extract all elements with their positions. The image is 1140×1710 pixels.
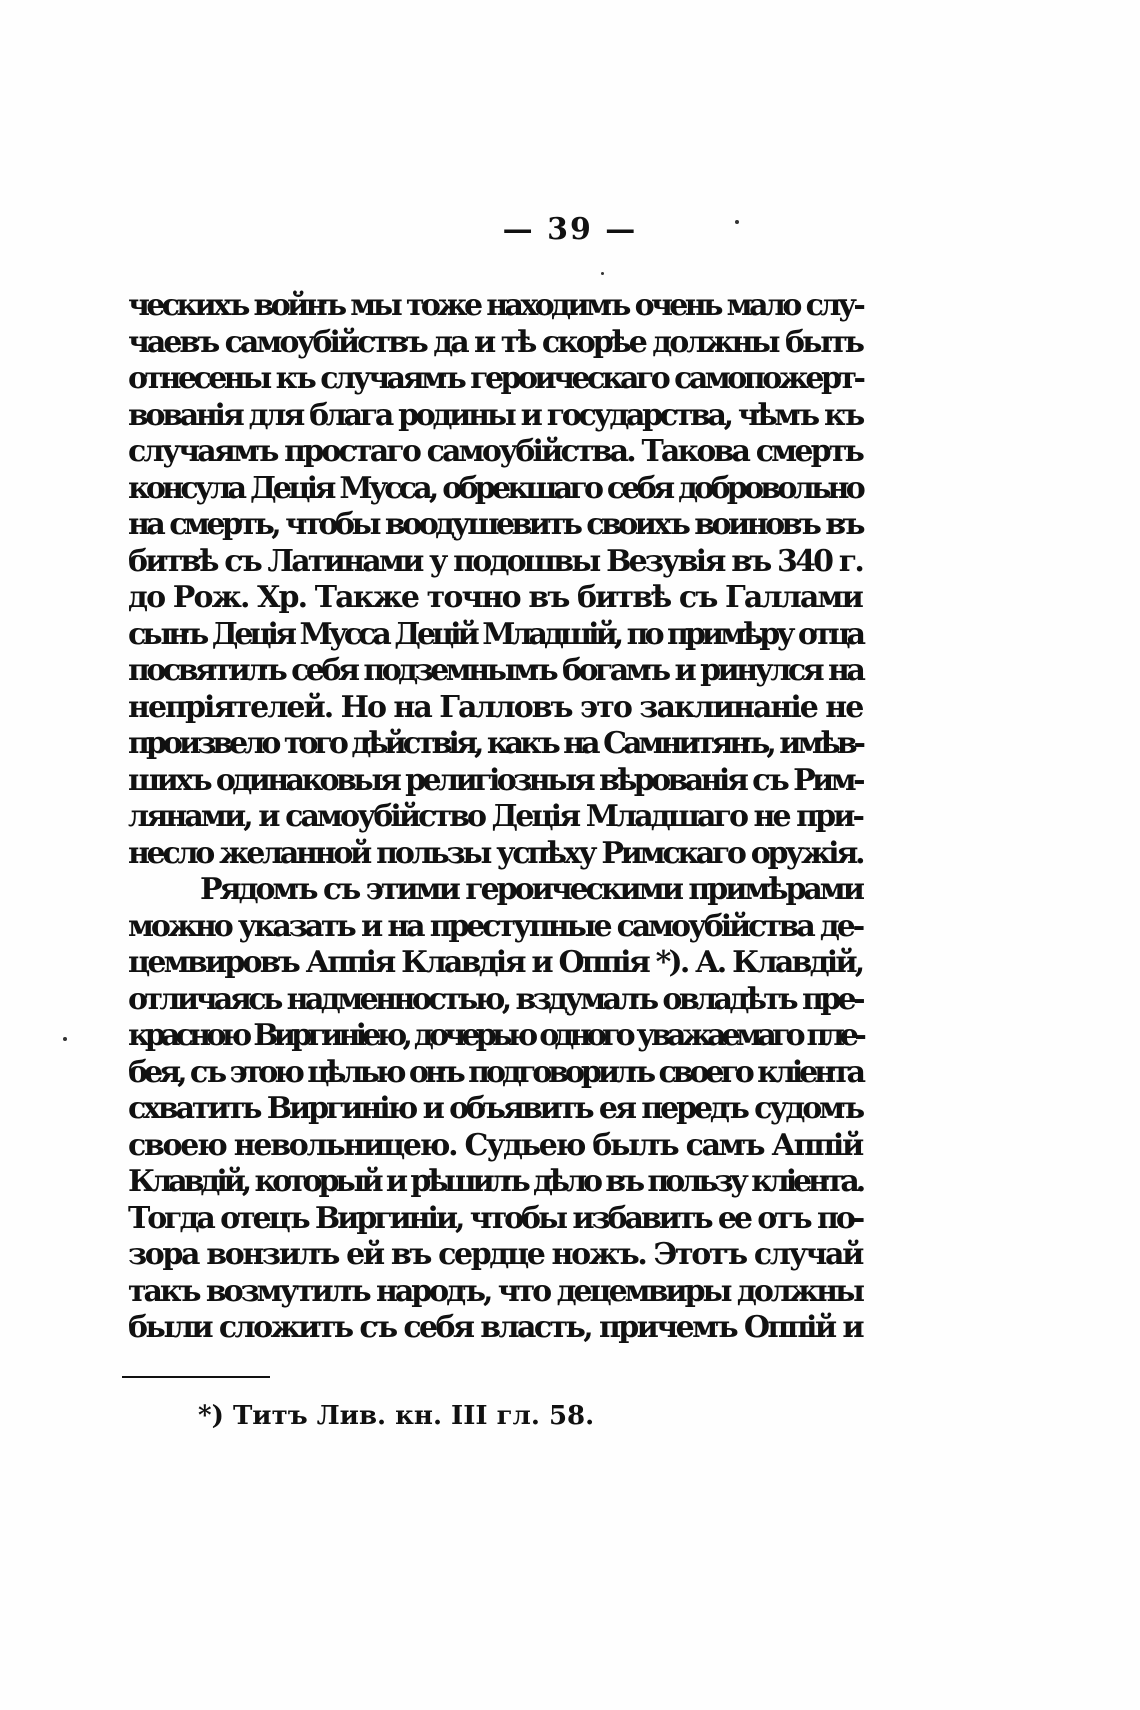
text-line: сынъ Деція Мусса Децій Младшій, по примѣру отца xyxy=(128,616,862,652)
body-text xyxy=(128,288,862,1347)
page-number: — 39 — xyxy=(502,212,638,247)
scan-speck xyxy=(63,1037,67,1041)
text-line: до Рож. Хр. Также точно въ битвѣ съ Галлами xyxy=(128,580,863,615)
text-line: несло желанной пользы успѣху Римскаго оружія. xyxy=(128,835,863,871)
text-line: вованія для блага родины и государства, чѣмъ къ xyxy=(128,397,862,433)
text-line: на смерть, чтобы воодушевить своихъ воиновъ въ xyxy=(128,507,862,542)
text-line: отличаясь надменностью, вздумалъ овладѣть пре- xyxy=(128,981,862,1017)
text-line: бея, съ этою цѣлью онъ подговорилъ своего кліента xyxy=(128,1054,862,1090)
text-line: ческихъ войнъ мы тоже находимъ очень мало слу- xyxy=(128,288,863,323)
paragraph-first-line: Рядомъ съ этими героическими примѣрами xyxy=(200,872,862,907)
text-line: зора вонзилъ ей въ сердце ножъ. Этотъ случай xyxy=(128,1237,862,1272)
text-line: можно указать и на преступные самоубійства де- xyxy=(128,908,862,944)
text-line: битвѣ съ Латинами у подошвы Везувія въ 340 г. xyxy=(128,543,862,579)
text-line: произвело того дѣйствія, какъ на Самнитянъ, имѣв- xyxy=(128,726,862,761)
text-line: схватить Виргинію и объявить ея передъ судомъ xyxy=(128,1091,862,1126)
text-line: цемвировъ Аппія Клавдія и Оппія *). А. Клавдій, xyxy=(128,945,863,980)
text-line: отнесены къ случаямъ героическаго самопожерт- xyxy=(128,361,863,396)
text-line: такъ возмутилъ народъ, что децемвиры должны xyxy=(128,1273,862,1309)
text-line: были сложить съ себя власть, причемъ Оппій и xyxy=(128,1310,862,1345)
text-line: своею невольницею. Судьею былъ самъ Аппій xyxy=(128,1127,862,1163)
text-line: красною Виргиніею, дочерью одного уважаемаго пле- xyxy=(128,1018,862,1053)
text-line: посвятилъ себя подземнымъ богамъ и ринулся на xyxy=(128,653,863,688)
text-line: шихъ одинаковыя религіозныя вѣрованія съ Рим- xyxy=(128,762,862,798)
scan-speck xyxy=(735,220,739,224)
footnote-divider xyxy=(122,1376,270,1378)
text-line: чаевъ самоубійствъ да и тѣ скорѣе должны быть xyxy=(128,324,862,360)
text-line: консула Деція Мусса, обрекшаго себя добровольно xyxy=(128,470,862,506)
text-line: случаямъ простаго самоубійства. Такова смерть xyxy=(128,434,862,469)
text-line: непріятелей. Но на Галловъ это заклинаніе не xyxy=(128,689,863,725)
scan-speck xyxy=(601,272,604,275)
text-line: Клавдій, который и рѣшилъ дѣло въ пользу кліента. xyxy=(128,1164,863,1199)
footnote: *) Титъ Лив. кн. III гл. 58. xyxy=(198,1401,595,1431)
text-line: Тогда отецъ Виргиніи, чтобы избавить ее отъ по- xyxy=(128,1200,863,1236)
text-line: лянами, и самоубійство Деція Младшаго не при- xyxy=(128,799,862,834)
